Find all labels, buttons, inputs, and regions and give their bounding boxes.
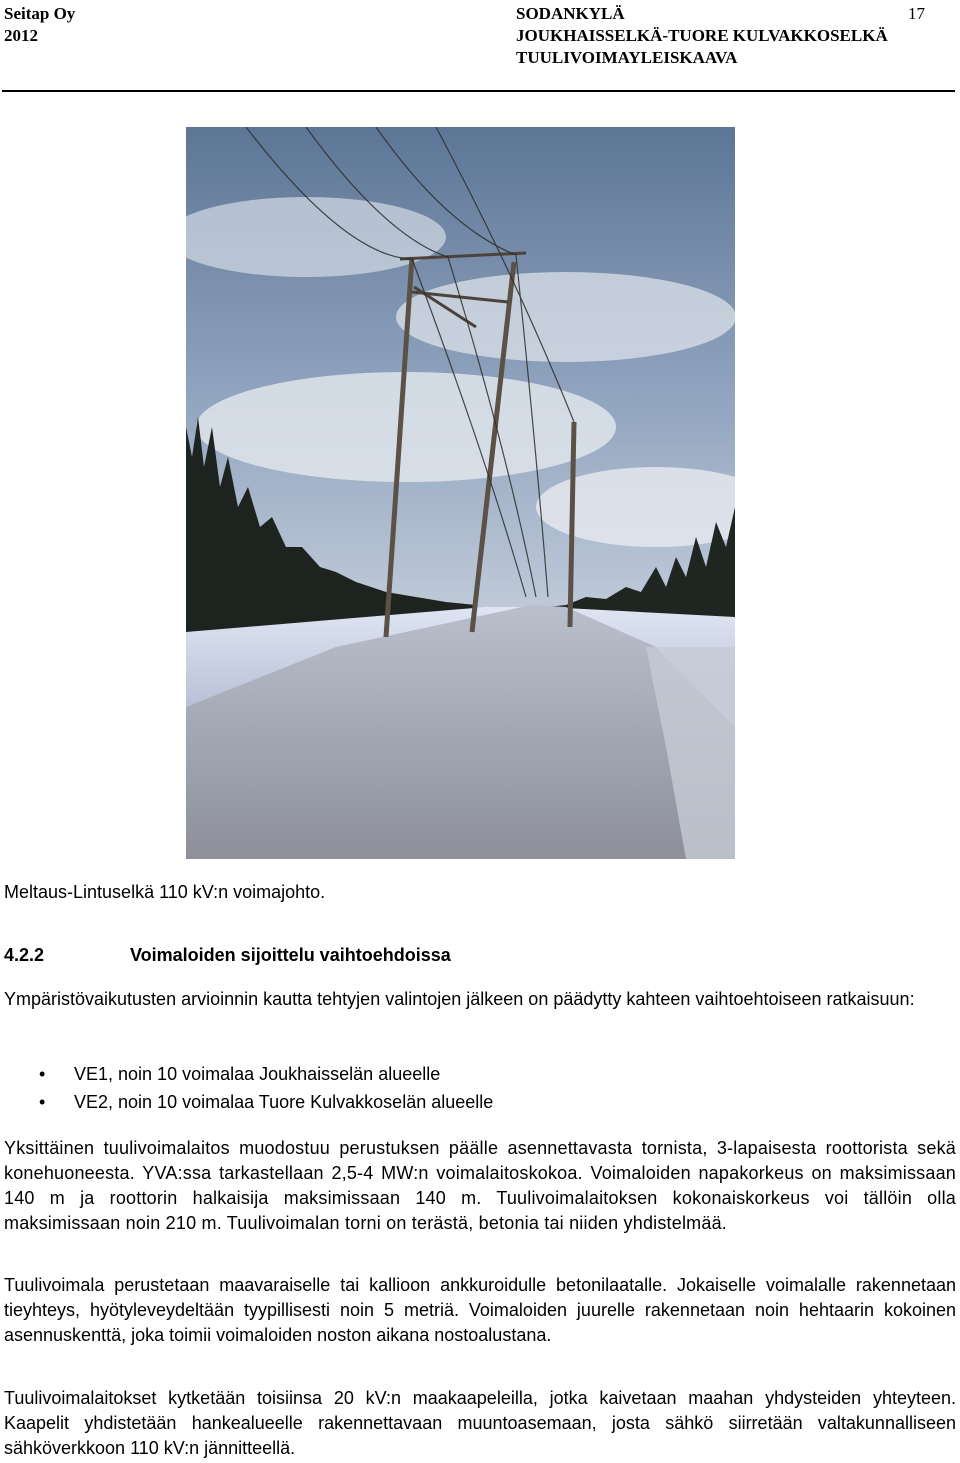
turbine-description-paragraph: Yksittäinen tuulivoimalaitos muodostuu perustuksen päälle asennettavasta tornista, 3-lapaisesta roottorista sekä konehuoneesta. YVA:ssa tarkastellaan 2,5-4 MW:n voimalaitoskokoa. Voimaloiden napakorkeus on maksimissaan 140 m ja roottorin halkaisija maksimissaan 140 m. Tuulivoimalaitoksen kokonaiskorkeus voi tällöin olla maksimissaan noin 210 m. Tuulivoimalan torni on terästä, betonia tai niiden yhdistelmää. bbox=[4, 1138, 956, 1233]
company-name: Seitap Oy bbox=[4, 4, 76, 23]
section-title: Voimaloiden sijoittelu vaihtoehdoissa bbox=[130, 945, 451, 965]
list-item: • VE2, noin 10 voimalaa Tuore Kulvakkoselän alueelle bbox=[4, 1088, 493, 1116]
cabling-paragraph: Tuulivoimalaitokset kytketään toisiinsa 20 kV:n maakaapeleilla, jotka kaivetaan maahan yhdysteiden yhteyteen. Kaapelit yhdistetään hankealueelle rakennettavaan muuntoasemaan, josta sähkö siirretään valtakunnalliseen sähköverkkoon 110 kV:n jännitteellä. bbox=[4, 1388, 956, 1458]
header-title-line3: TUULIVOIMAYLEISKAAVA bbox=[516, 48, 738, 67]
foundation-paragraph: Tuulivoimala perustetaan maavaraiselle tai kallioon ankkuroidulle betonilaatalle. Jokaiselle voimalalle rakennetaan tieyhteys, hyötyleveydeltään tyypillisesti noin 5 metriä. Voimaloiden juurelle rakennetaan noin hehtaarin kokoinen asennuskenttä, joka toimii voimaloiden noston aikana nostoalustana. bbox=[4, 1275, 956, 1345]
list-item: • VE1, noin 10 voimalaa Joukhaisselän alueelle bbox=[4, 1060, 493, 1088]
page-number: 17 bbox=[908, 4, 925, 23]
header-title-line2: JOUKHAISSELKÄ-TUORE KULVAKKOSELKÄ bbox=[516, 26, 888, 45]
photo-caption: Meltaus-Lintuselkä 110 kV:n voimajohto. bbox=[4, 882, 326, 902]
intro-paragraph: Ympäristövaikutusten arvioinnin kautta tehtyjen valintojen jälkeen on päädytty kahteen vaihtoehtoiseen ratkaisuun: bbox=[4, 989, 915, 1009]
alternatives-list bbox=[4, 1060, 493, 1116]
header-title bbox=[516, 3, 888, 69]
section-number: 4.2.2 bbox=[4, 945, 45, 965]
header-divider bbox=[2, 90, 955, 92]
header-title-line1: SODANKYLÄ bbox=[516, 4, 625, 23]
document-year: 2012 bbox=[4, 26, 38, 45]
header-left bbox=[4, 3, 75, 47]
power-line-photo bbox=[186, 127, 735, 859]
section-heading bbox=[4, 945, 451, 966]
